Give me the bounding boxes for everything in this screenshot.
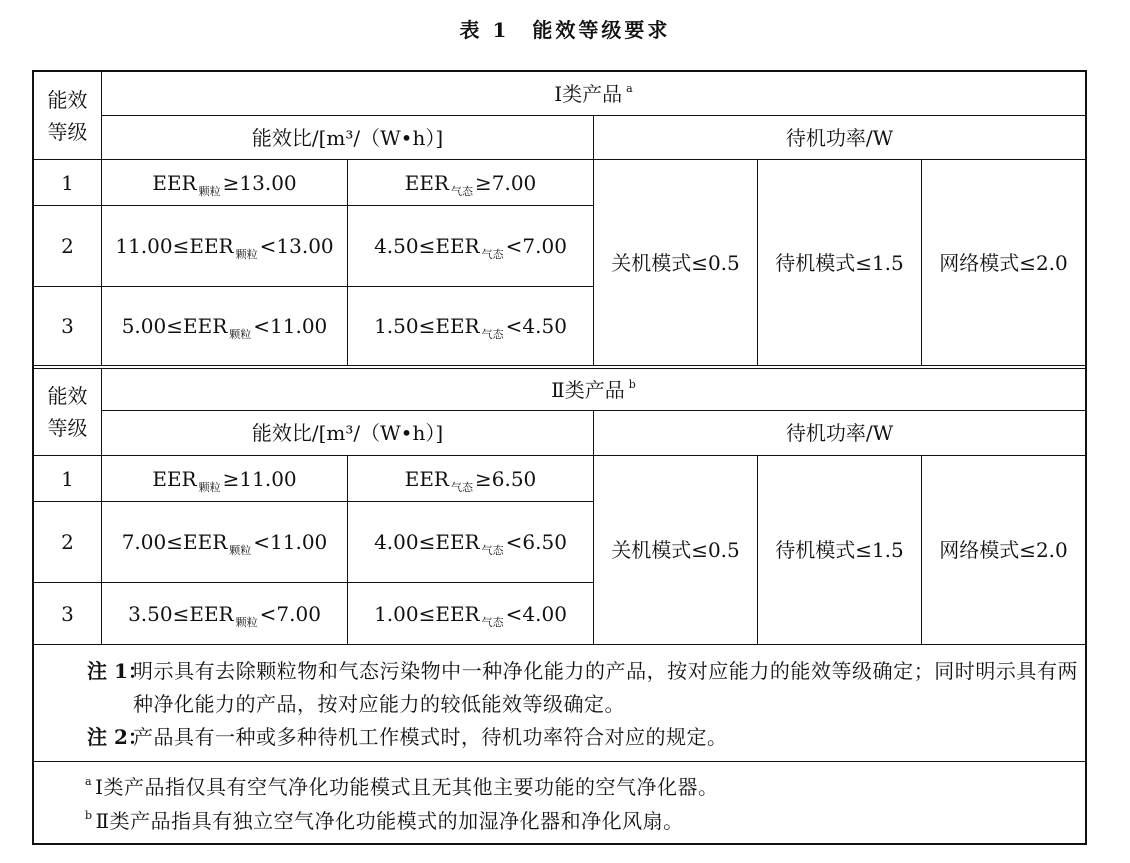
eer-lower-bound: 7.00≤ <box>121 530 183 554</box>
network-mode-cell <box>922 160 1085 366</box>
eer-particle-value <box>152 466 297 494</box>
eer-subscript: 颗粒 <box>198 480 221 494</box>
class-header-cell <box>102 72 1085 116</box>
grade-cell <box>34 287 102 366</box>
grade-cell <box>34 502 102 583</box>
eer-upper-bound: ≥11.00 <box>222 466 297 491</box>
eer-upper-bound: <13.00 <box>259 234 334 258</box>
eer-header: 能效比/[m³/（W•h）] <box>251 421 444 445</box>
eer-particle-cell <box>102 456 348 502</box>
class-1-table <box>34 72 1085 366</box>
eer-symbol: EER <box>435 314 480 338</box>
grade-value: 3 <box>61 314 74 338</box>
class-header <box>554 82 632 106</box>
eer-symbol: EER <box>404 170 449 195</box>
eer-subscript: 颗粒 <box>229 328 252 341</box>
eer-particle-value <box>121 314 328 341</box>
notes-block <box>34 645 1085 762</box>
class-header-cell <box>102 369 1085 411</box>
grade-value: 1 <box>61 170 74 195</box>
eer-particle-cell <box>102 287 348 366</box>
note-text: 产品具有一种或多种待机工作模式时，待机功率符合对应的规定。 <box>133 725 728 749</box>
eer-lower-bound: 3.50≤ <box>128 601 190 626</box>
footnote-text: Ⅰ类产品指仅具有空气净化功能模式且无其他主要功能的空气净化器。 <box>95 775 719 799</box>
eer-lower-bound: 1.00≤ <box>374 601 436 626</box>
eer-header-cell <box>102 411 594 456</box>
grade-cell <box>34 456 102 502</box>
off-mode-limit: 关机模式≤0.5 <box>611 538 740 562</box>
eer-header-cell <box>102 116 594 160</box>
note-text: 明示具有去除颗粒物和气态污染物中一种净化能力的产品，按对应能力的能效等级确定；同时明示具有两种净化能力的产品，按对应能力的较低能效等级确定。 <box>133 659 1078 716</box>
table-title: 表 1 能效等级要求 <box>459 18 671 42</box>
eer-particle-value <box>128 601 321 629</box>
eer-subscript: 气态 <box>450 480 473 494</box>
eer-particle-cell <box>102 206 348 287</box>
footnote-mark: b <box>85 809 93 822</box>
eer-gas-cell <box>348 456 594 502</box>
eer-upper-bound: <4.50 <box>505 314 567 338</box>
eer-particle-value <box>121 530 328 557</box>
eer-gas-cell <box>348 160 594 206</box>
eer-header: 能效比/[m³/（W•h）] <box>251 125 444 150</box>
eer-symbol: EER <box>152 466 197 491</box>
eer-subscript: 颗粒 <box>229 544 252 557</box>
grade-cell <box>34 583 102 645</box>
eer-symbol: EER <box>435 601 480 626</box>
grade-header: 能效等级 <box>47 384 88 440</box>
eer-gas-value <box>404 170 537 198</box>
eer-particle-cell <box>102 502 348 583</box>
eer-lower-bound: 11.00≤ <box>115 234 190 258</box>
off-mode-limit: 关机模式≤0.5 <box>611 250 740 275</box>
standby-mode-cell <box>758 456 922 645</box>
footnote-text: Ⅱ类产品指具有独立空气净化功能模式的加湿净化器和净化风扇。 <box>95 809 684 833</box>
note-2 <box>87 721 1085 754</box>
eer-particle-cell <box>102 583 348 645</box>
network-mode-limit: 网络模式≤2.0 <box>939 250 1068 275</box>
eer-symbol: EER <box>435 234 480 258</box>
eer-gas-cell <box>348 206 594 287</box>
eer-gas-cell <box>348 287 594 366</box>
standby-mode-limit: 待机模式≤1.5 <box>775 250 904 275</box>
class-label: Ⅰ类产品 <box>554 81 623 106</box>
eer-subscript: 气态 <box>450 184 473 198</box>
network-mode-cell <box>922 456 1085 645</box>
eer-gas-cell <box>348 502 594 583</box>
eer-gas-value <box>374 314 567 341</box>
eer-upper-bound: <7.00 <box>505 234 567 258</box>
grade-value: 3 <box>61 601 74 626</box>
eer-gas-cell <box>348 583 594 645</box>
eer-subscript: 颗粒 <box>235 248 258 261</box>
eer-particle-value <box>152 170 297 198</box>
standby-header: 待机功率/W <box>785 125 894 150</box>
eer-symbol: EER <box>435 530 480 554</box>
eer-lower-bound: 4.50≤ <box>374 234 436 258</box>
eer-lower-bound: 5.00≤ <box>121 314 183 338</box>
footnote-b <box>85 804 1085 838</box>
eer-upper-bound: ≥13.00 <box>222 170 297 195</box>
eer-subscript: 颗粒 <box>198 184 221 198</box>
eer-subscript: 颗粒 <box>235 615 258 629</box>
eer-upper-bound: <6.50 <box>505 530 567 554</box>
note-label: 注 1： <box>87 659 148 683</box>
energy-efficiency-table <box>32 70 1087 845</box>
eer-symbol: EER <box>152 170 197 195</box>
eer-upper-bound: <11.00 <box>253 314 328 338</box>
eer-lower-bound: 1.50≤ <box>374 314 436 338</box>
eer-particle-value <box>115 234 334 261</box>
grade-value: 1 <box>61 466 74 491</box>
grade-value: 2 <box>61 530 74 554</box>
eer-symbol: EER <box>189 234 234 258</box>
eer-subscript: 气态 <box>481 328 504 341</box>
eer-particle-cell <box>102 160 348 206</box>
eer-subscript: 气态 <box>481 248 504 261</box>
eer-subscript: 气态 <box>481 544 504 557</box>
standby-mode-limit: 待机模式≤1.5 <box>775 538 904 562</box>
eer-symbol: EER <box>404 466 449 491</box>
grade-header-cell <box>34 369 102 456</box>
footnote-mark: a <box>85 775 93 788</box>
off-mode-cell <box>594 456 758 645</box>
eer-gas-value <box>404 466 537 494</box>
eer-symbol: EER <box>183 530 228 554</box>
grade-header: 能效等级 <box>47 87 88 144</box>
eer-upper-bound: <11.00 <box>253 530 328 554</box>
network-mode-limit: 网络模式≤2.0 <box>939 538 1068 562</box>
off-mode-cell <box>594 160 758 366</box>
note-1 <box>87 655 1085 721</box>
class-label: Ⅱ类产品 <box>551 377 625 402</box>
eer-symbol: EER <box>183 314 228 338</box>
class-footnote-mark: b <box>628 377 636 391</box>
standby-mode-cell <box>758 160 922 366</box>
footnote-a <box>85 770 1085 804</box>
eer-upper-bound: ≥6.50 <box>474 466 537 491</box>
footnotes-block <box>34 762 1085 842</box>
standby-header-cell <box>594 116 1085 160</box>
eer-symbol: EER <box>189 601 234 626</box>
eer-lower-bound: 4.00≤ <box>374 530 436 554</box>
grade-cell <box>34 206 102 287</box>
grade-cell <box>34 160 102 206</box>
grade-value: 2 <box>61 234 74 258</box>
eer-subscript: 气态 <box>481 615 504 629</box>
class-footnote-mark: a <box>626 81 633 95</box>
class-header <box>551 378 636 402</box>
eer-upper-bound: <7.00 <box>259 601 321 626</box>
eer-gas-value <box>374 234 567 261</box>
class-2-table <box>34 368 1085 645</box>
eer-gas-value <box>374 530 567 557</box>
eer-upper-bound: <4.00 <box>505 601 567 626</box>
eer-upper-bound: ≥7.00 <box>474 170 537 195</box>
grade-header-cell <box>34 72 102 160</box>
standby-header-cell <box>594 411 1085 456</box>
eer-gas-value <box>374 601 567 629</box>
note-label: 注 2： <box>87 725 148 749</box>
standby-header: 待机功率/W <box>785 421 894 445</box>
